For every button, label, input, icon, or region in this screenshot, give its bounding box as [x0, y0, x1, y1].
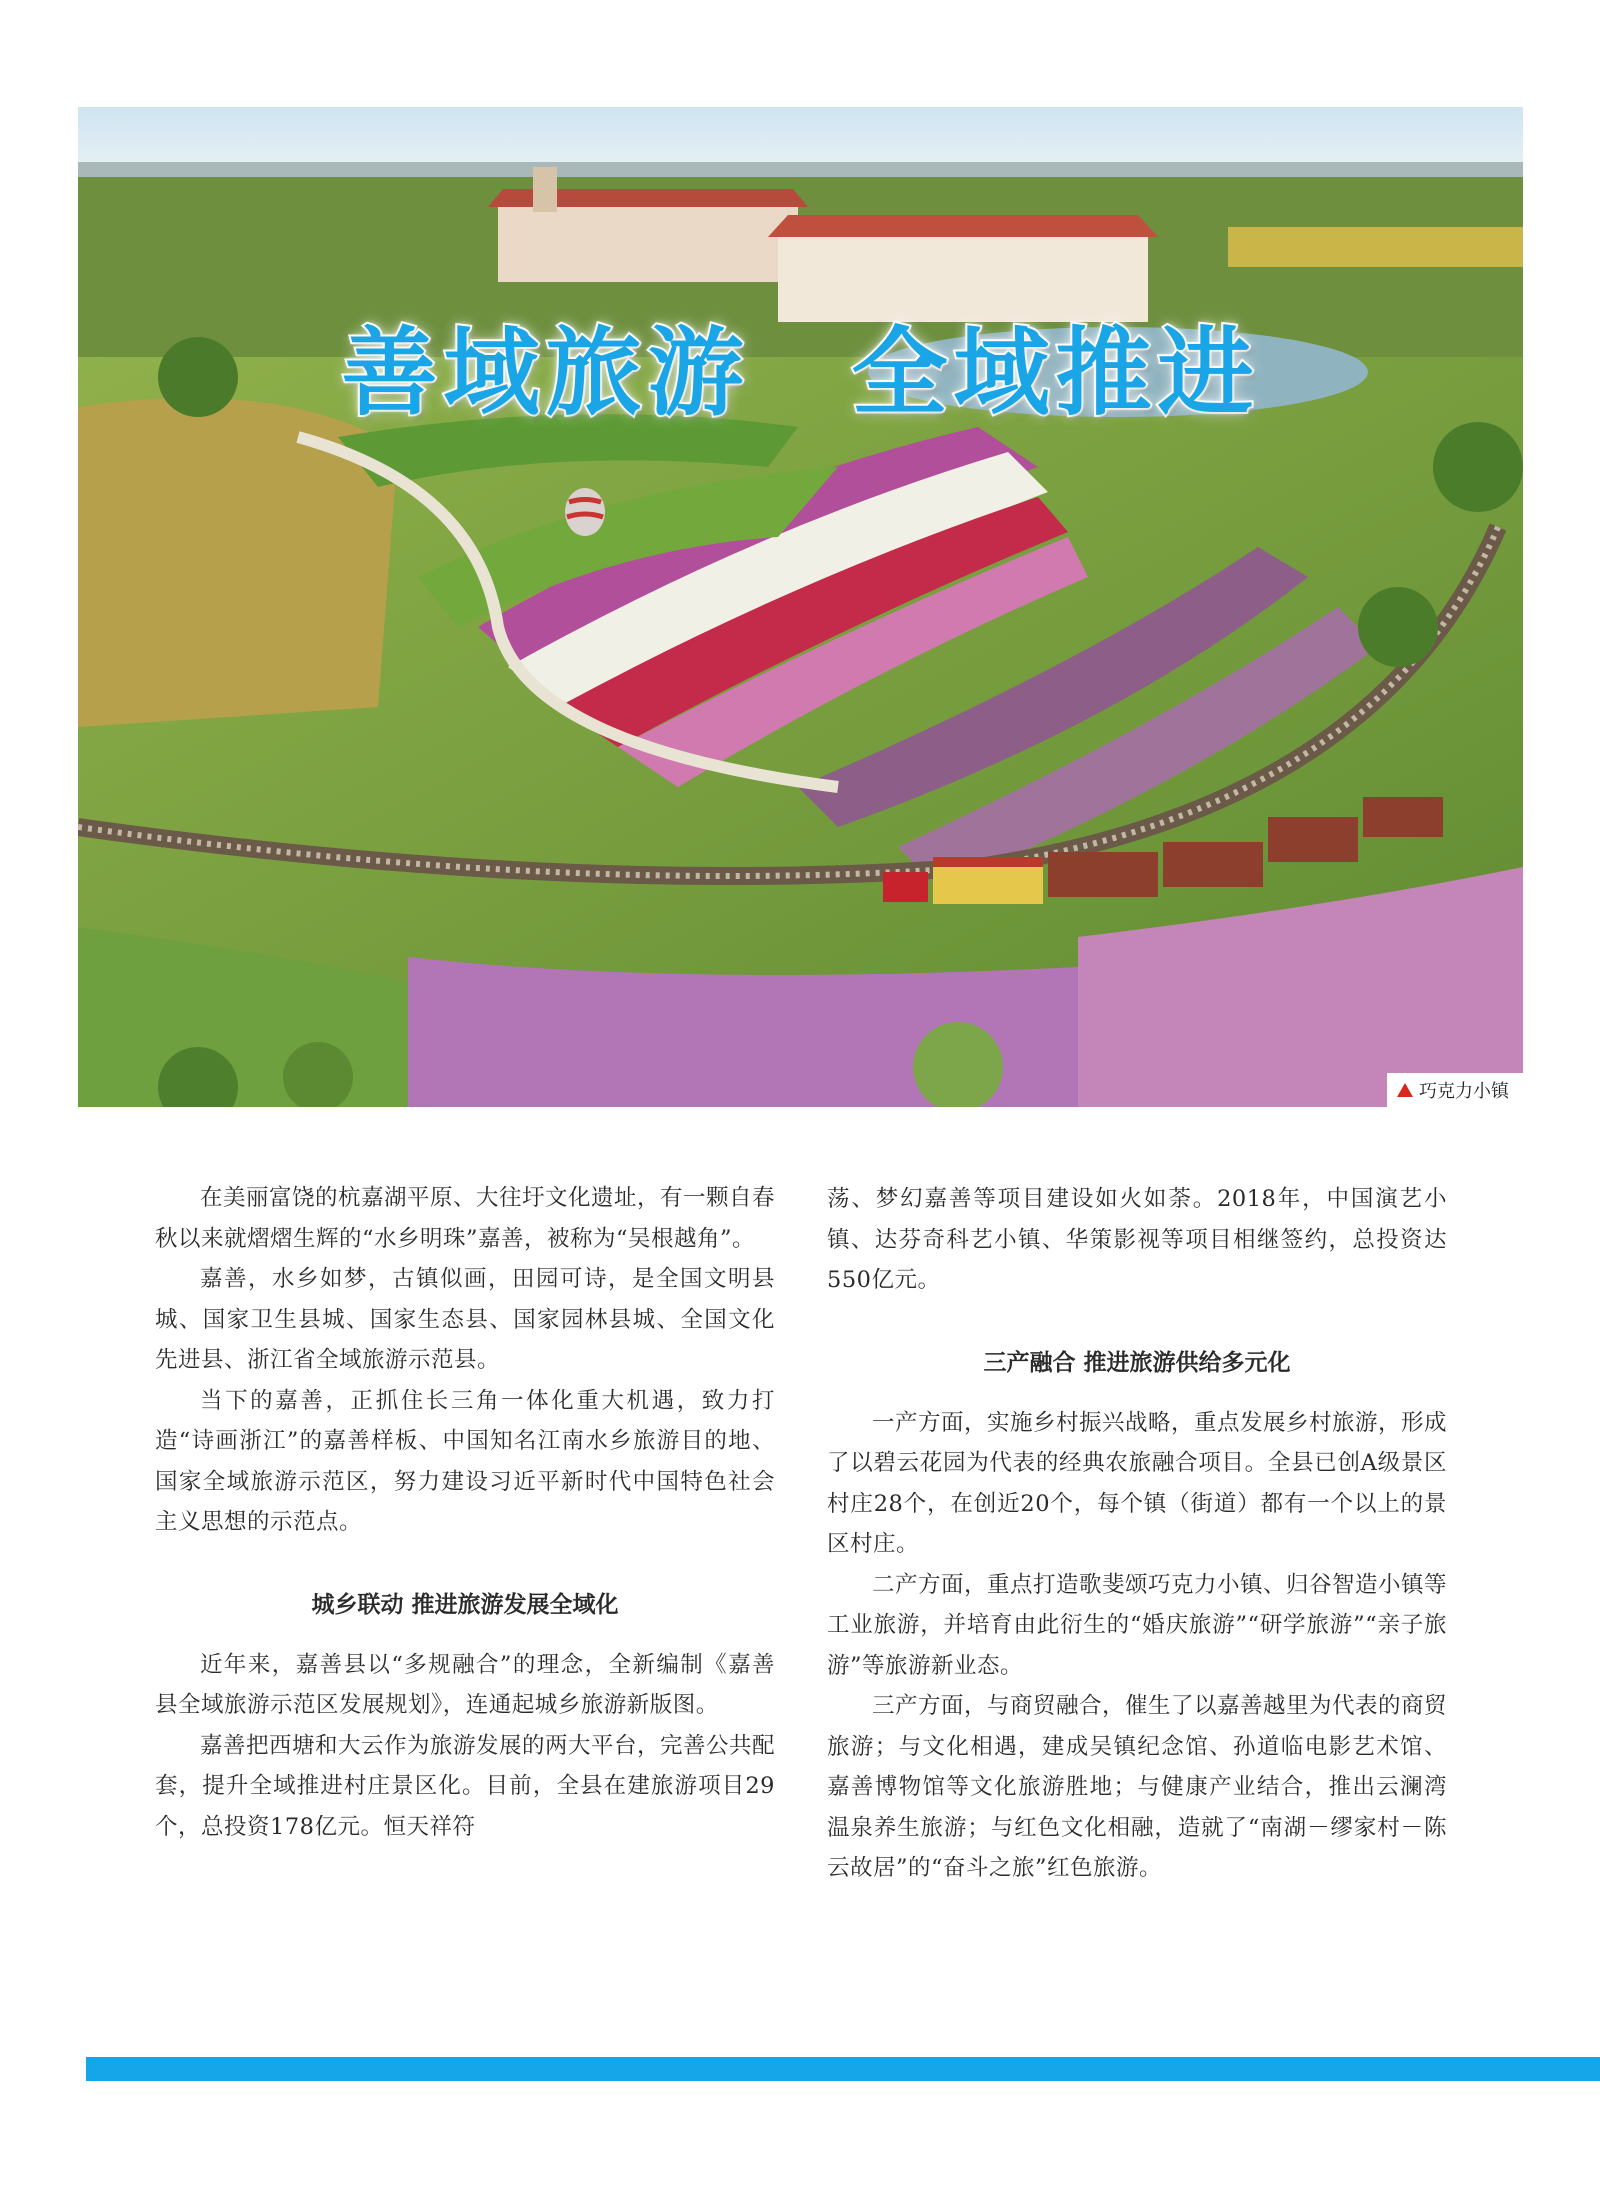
left-column — [155, 1178, 775, 1847]
continued-paragraph: 荡、梦幻嘉善等项目建设如火如荼。2018年，中国演艺小镇、达芬奇科艺小镇、华策影视等项目相继签约，总投资达550亿元。 — [827, 1186, 1447, 1293]
section2-paragraph-3: 三产方面，与商贸融合，催生了以嘉善越里为代表的商贸旅游；与文化相遇，建成吴镇纪念馆、孙道临电影艺术馆、嘉善博物馆等文化旅游胜地；与健康产业结合，推出云澜湾温泉养生旅游；与红色文化相融，造就了“南湖－缪家村－陈云故居”的“奋斗之旅”红色旅游。 — [827, 1693, 1448, 1881]
section1-paragraph-2: 嘉善把西塘和大云作为旅游发展的两大平台，完善公共配套，提升全域推进村庄景区化。目前，全县在建旅游项目29个，总投资178亿元。恒天祥符 — [155, 1732, 776, 1840]
bottom-accent-bar — [86, 2057, 1600, 2081]
section1-paragraph-1: 近年来，嘉善县以“多规融合”的理念，全新编制《嘉善县全域旅游示范区发展规划》，连通起城乡旅游新版图。 — [155, 1651, 775, 1718]
intro-paragraph-3: 当下的嘉善，正抓住长三角一体化重大机遇，致力打造“诗画浙江”的嘉善样板、中国知名江南水乡旅游目的地、国家全域旅游示范区，努力建设习近平新时代中国特色社会主义思想的示范点。 — [155, 1387, 775, 1535]
caption-triangle-icon — [1397, 1083, 1413, 1097]
caption-text: 巧克力小镇 — [1419, 1081, 1509, 1102]
hero-photo — [78, 107, 1523, 1107]
right-column — [827, 1179, 1447, 1889]
section2-paragraph-2: 二产方面，重点打造歌斐颂巧克力小镇、归谷智造小镇等工业旅游，并培育由此衍生的“婚庆旅游”“研学旅游”“亲子旅游”等旅游新业态。 — [827, 1571, 1448, 1679]
intro-paragraph-1: 在美丽富饶的杭嘉湖平原、大往圩文化遗址，有一颗自春秋以来就熠熠生辉的“水乡明珠”嘉善，被称为“吴根越角”。 — [155, 1185, 776, 1252]
hero-photo-illustration — [78, 107, 1523, 1107]
intro-paragraph-2: 嘉善，水乡如梦，古镇似画，田园可诗，是全国文明县城、国家卫生县城、国家生态县、国家园林县城、全国文化先进县、浙江省全域旅游示范县。 — [155, 1266, 775, 1373]
hero-title: 善域旅游 全域推进 — [341, 317, 1260, 429]
section2-paragraph-1: 一产方面，实施乡村振兴战略，重点发展乡村旅游，形成了以碧云花园为代表的经典农旅融合项目。全县已创A级景区村庄28个，在创近20个，每个镇（街道）都有一个以上的景区村庄。 — [827, 1409, 1448, 1557]
section-heading-1: 城乡联动 推进旅游发展全域化 — [311, 1591, 619, 1618]
photo-caption — [1387, 1073, 1523, 1107]
section-heading-2: 三产融合 推进旅游供给多元化 — [983, 1349, 1291, 1376]
